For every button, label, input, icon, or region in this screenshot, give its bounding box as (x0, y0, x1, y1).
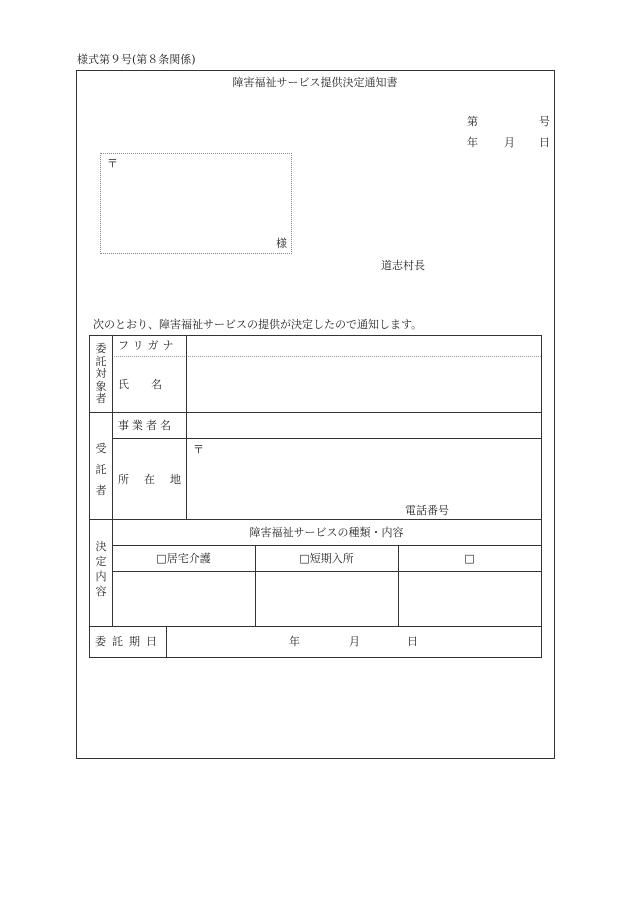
decision-content-heading: 決定内容 (95, 540, 107, 598)
table-border-right (541, 335, 542, 658)
row-divider (89, 626, 541, 627)
table-border-top (89, 335, 541, 336)
issuer-name: 道志村長 (381, 259, 425, 272)
date-day-label: 日 (539, 136, 550, 149)
row-divider (89, 412, 541, 413)
furigana-divider (112, 356, 541, 357)
table-border-bottom (89, 657, 541, 658)
column-divider (186, 335, 187, 519)
contractor-heading: 受託者 (95, 442, 107, 497)
recipient-address-box (100, 153, 292, 254)
phone-number-label: 電話番号 (405, 504, 449, 517)
honorific-sama: 様 (276, 237, 287, 250)
date-year-label: 年 (467, 136, 478, 149)
row-divider (112, 571, 541, 572)
document-title: 障害福祉サービス提供決定通知書 (232, 76, 398, 89)
row-divider (112, 438, 541, 439)
location-postal-mark: 〒 (193, 443, 204, 456)
table-border-left (89, 335, 90, 658)
period-month-label: 月 (349, 635, 360, 648)
row-divider (89, 519, 541, 520)
name-label: 氏 名 (118, 378, 162, 391)
intro-text: 次のとおり、障害福祉サービスの提供が決定したので通知します。 (93, 318, 423, 331)
period-year-label: 年 (289, 635, 300, 648)
checkbox-home-care[interactable]: □居宅介護 (156, 552, 211, 565)
business-name-label: 事業者名 (118, 419, 174, 432)
row-divider (112, 545, 541, 546)
date-month-label: 月 (504, 136, 515, 149)
period-label: 委託期日 (95, 635, 163, 648)
column-divider (166, 626, 167, 657)
number-suffix: 号 (539, 115, 550, 128)
furigana-label: フリガナ (118, 339, 178, 352)
form-number-label: 様式第９号(第８条関係) (77, 53, 196, 66)
checkbox-other[interactable]: □ (464, 552, 475, 565)
checkbox-short-stay[interactable]: □短期入所 (299, 552, 354, 565)
column-divider (112, 335, 113, 626)
period-day-label: 日 (407, 635, 418, 648)
number-prefix: 第 (467, 115, 478, 128)
service-type-heading: 障害福祉サービスの種類・内容 (249, 526, 404, 539)
postal-mark: 〒 (107, 157, 118, 170)
location-label: 所在地 (118, 473, 196, 486)
target-person-heading: 委託対象者 (95, 342, 107, 405)
